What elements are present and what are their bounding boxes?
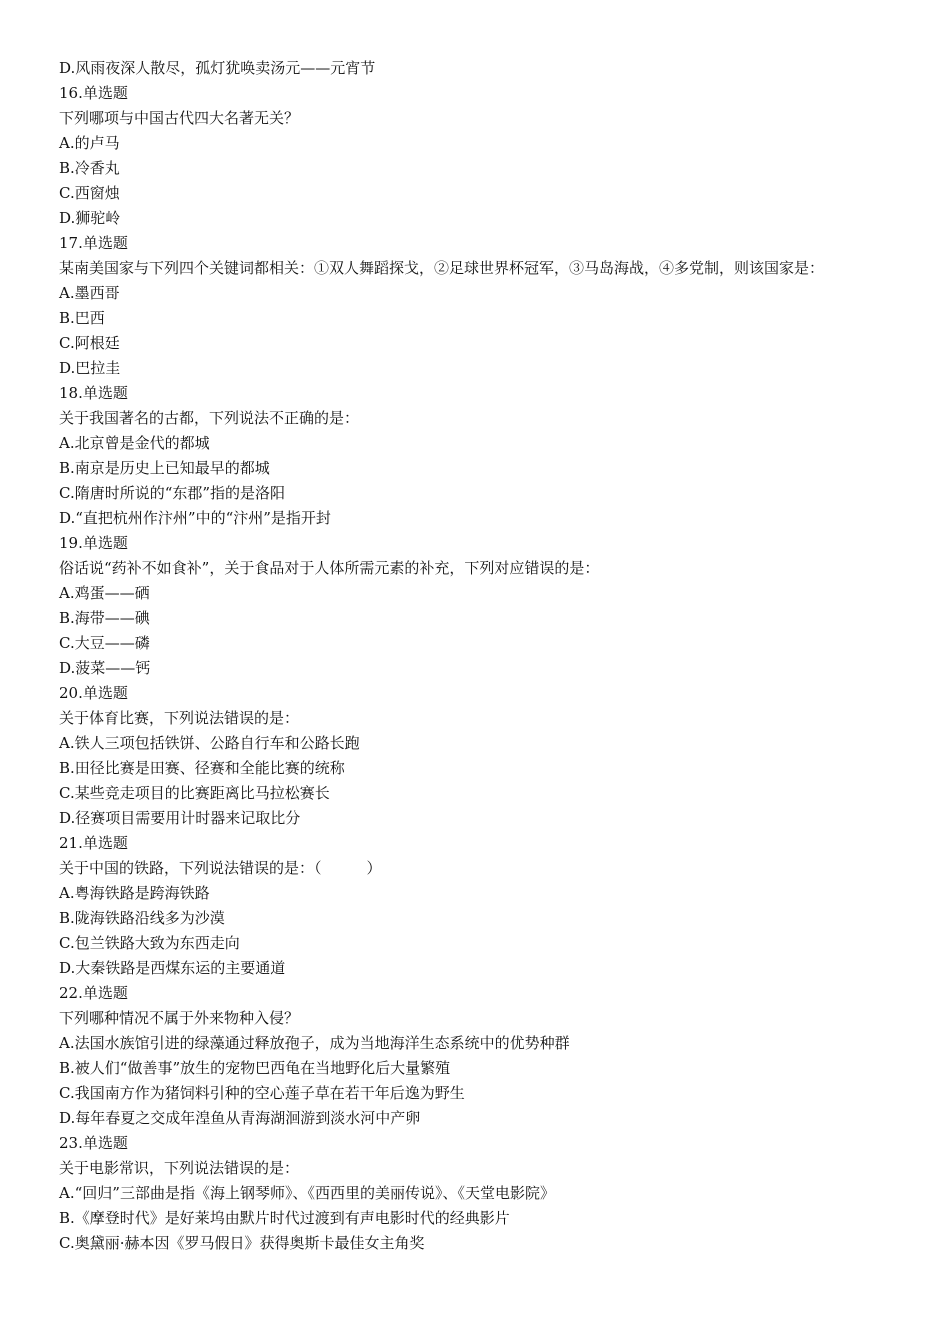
question-23-option-c: C.奥黛丽·赫本因《罗马假日》获得奥斯卡最佳女主角奖 <box>59 1234 425 1252</box>
question-17-option-c: C.阿根廷 <box>59 334 120 352</box>
question-20-option-d: D.径赛项目需要用计时器来记取比分 <box>59 809 301 827</box>
question-18-option-b: B.南京是历史上已知最早的都城 <box>59 459 270 477</box>
question-23-stem: 关于电影常识，下列说法错误的是： <box>59 1159 300 1177</box>
question-22-option-a: A.法国水族馆引进的绿藻通过释放孢子，成为当地海洋生态系统中的优势种群 <box>59 1034 570 1052</box>
question-22-option-d: D.每年春夏之交成年湟鱼从青海湖洄游到淡水河中产卵 <box>59 1109 421 1127</box>
question-21-option-a: A.粤海铁路是跨海铁路 <box>59 884 210 902</box>
question-17-option-b: B.巴西 <box>59 309 105 327</box>
question-20-option-c: C.某些竞走项目的比赛距离比马拉松赛长 <box>59 784 330 802</box>
question-20-number: 20.单选题 <box>59 684 128 702</box>
question-19-stem: 俗话说“药补不如食补”，关于食品对于人体所需元素的补充，下列对应错误的是： <box>59 559 600 577</box>
question-16-option-c: C.西窗烛 <box>59 184 120 202</box>
question-16-option-d: D.狮驼岭 <box>59 209 121 227</box>
question-23-option-a: A.“回归”三部曲是指《海上钢琴师》、《西西里的美丽传说》、《天堂电影院》 <box>59 1184 555 1202</box>
question-20-option-b: B.田径比赛是田赛、径赛和全能比赛的统称 <box>59 759 345 777</box>
question-18-option-c: C.隋唐时所说的“东郡”指的是洛阳 <box>59 484 286 502</box>
question-17-number: 17.单选题 <box>59 234 128 252</box>
question-20-option-a: A.铁人三项包括铁饼、公路自行车和公路长跑 <box>59 734 360 752</box>
question-21-stem: 关于中国的铁路，下列说法错误的是：（ ） <box>59 859 382 877</box>
question-16-option-b: B.冷香丸 <box>59 159 120 177</box>
question-19-option-d: D.菠菜——钙 <box>59 659 151 677</box>
question-19-option-a: A.鸡蛋——硒 <box>59 584 150 602</box>
question-17-stem: 某南美国家与下列四个关键词都相关：①双人舞蹈探戈，②足球世界杯冠军，③马岛海战，④多党制，则该国家是： <box>59 259 825 277</box>
question-22-option-b: B.被人们“做善事”放生的宠物巴西龟在当地野化后大量繁殖 <box>59 1059 451 1077</box>
question-22-number: 22.单选题 <box>59 984 128 1002</box>
question-18-option-a: A.北京曾是金代的都城 <box>59 434 210 452</box>
question-20-stem: 关于体育比赛，下列说法错误的是： <box>59 709 300 727</box>
question-17-option-a: A.墨西哥 <box>59 284 120 302</box>
document-page <box>59 56 889 1256</box>
question-22-stem: 下列哪种情况不属于外来物种入侵？ <box>59 1009 300 1027</box>
question-18-number: 18.单选题 <box>59 384 128 402</box>
question-23-number: 23.单选题 <box>59 1134 128 1152</box>
question-19-number: 19.单选题 <box>59 534 128 552</box>
question-21-number: 21.单选题 <box>59 834 128 852</box>
question-16-number: 16.单选题 <box>59 84 128 102</box>
question-19-option-b: B.海带——碘 <box>59 609 150 627</box>
option-d-q15: D.风雨夜深人散尽，孤灯犹唤卖汤元——元宵节 <box>59 59 376 77</box>
question-18-stem: 关于我国著名的古都，下列说法不正确的是： <box>59 409 360 427</box>
question-19-option-c: C.大豆——磷 <box>59 634 150 652</box>
question-18-option-d: D.“直把杭州作汴州”中的“汴州”是指开封 <box>59 509 331 527</box>
question-21-option-d: D.大秦铁路是西煤东运的主要通道 <box>59 959 286 977</box>
question-22-option-c: C.我国南方作为猪饲料引种的空心莲子草在若干年后逸为野生 <box>59 1084 465 1102</box>
question-17-option-d: D.巴拉圭 <box>59 359 121 377</box>
question-16-stem: 下列哪项与中国古代四大名著无关？ <box>59 109 300 127</box>
question-23-option-b: B.《摩登时代》是好莱坞由默片时代过渡到有声电影时代的经典影片 <box>59 1209 510 1227</box>
question-21-option-c: C.包兰铁路大致为东西走向 <box>59 934 240 952</box>
question-21-option-b: B.陇海铁路沿线多为沙漠 <box>59 909 225 927</box>
question-16-option-a: A.的卢马 <box>59 134 120 152</box>
